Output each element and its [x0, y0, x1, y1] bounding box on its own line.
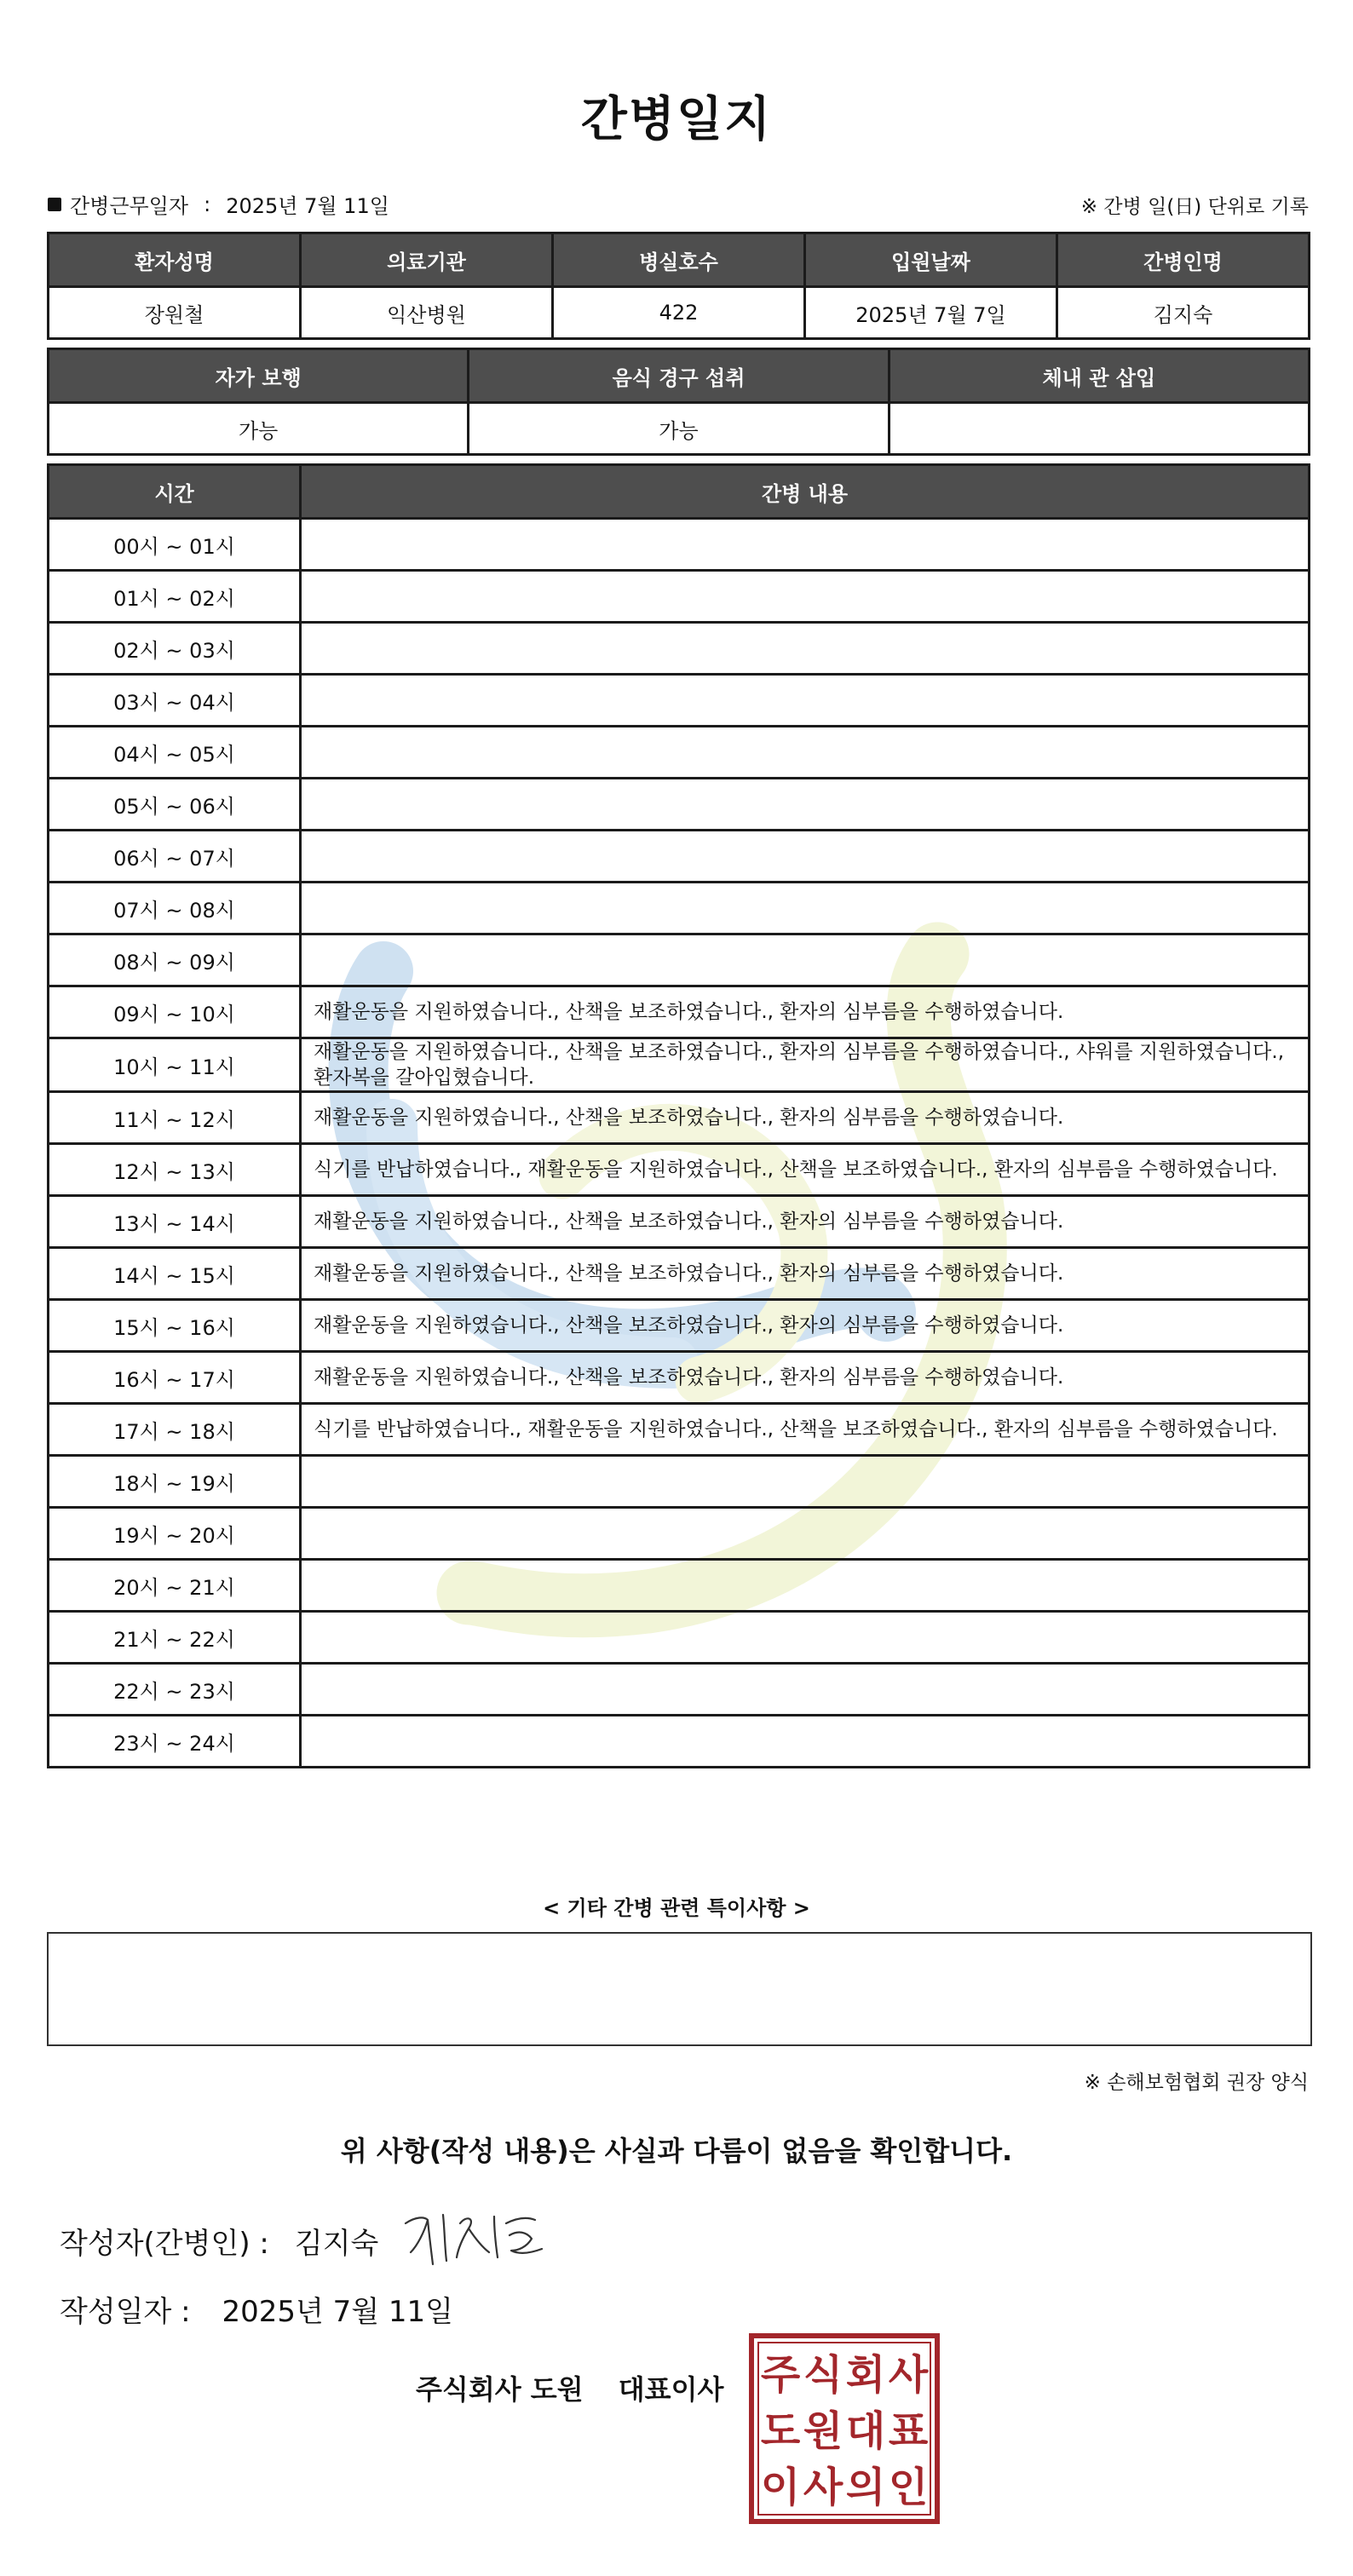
seal-glyph: 식 — [803, 2351, 843, 2399]
header-admission-date: 입원날짜 — [805, 233, 1057, 287]
patient-info-header-row — [49, 233, 1310, 287]
header-room-number: 병실호수 — [553, 233, 805, 287]
care-log-content-cell: 재활운동을 지원하였습니다., 산책을 보조하였습니다., 환자의 심부름을 수행하였습니다. — [301, 986, 1310, 1038]
care-log-row — [49, 571, 1310, 623]
header-time: 시간 — [49, 465, 301, 519]
care-log-content-cell — [301, 623, 1310, 675]
care-log-time-cell: 15시 ~ 16시 — [49, 1300, 301, 1352]
work-date-line — [48, 189, 389, 219]
care-log-row — [49, 1352, 1310, 1404]
care-log-content-cell: 재활운동을 지원하였습니다., 산책을 보조하였습니다., 환자의 심부름을 수행하였습니다. — [301, 1248, 1310, 1300]
care-log-time-cell: 01시 ~ 02시 — [49, 571, 301, 623]
confirmation-statement: 위 사항(작성 내용)은 사실과 다름이 없음을 확인합니다. — [340, 2135, 1013, 2167]
care-log-row — [49, 986, 1310, 1038]
care-log-time-cell: 22시 ~ 23시 — [49, 1664, 301, 1716]
patient-status-header-row — [49, 349, 1310, 403]
bullet-square-icon — [48, 198, 61, 211]
care-log-time-cell: 17시 ~ 18시 — [49, 1404, 301, 1456]
care-log-content-cell — [301, 1664, 1310, 1716]
care-log-row — [49, 1664, 1310, 1716]
care-log-content-cell — [301, 727, 1310, 779]
seal-glyph: 주 — [760, 2351, 801, 2399]
care-log-time-cell: 04시 ~ 05시 — [49, 727, 301, 779]
value-room-number: 422 — [553, 287, 805, 339]
seal-glyph: 의 — [845, 2464, 886, 2511]
care-log-time-cell: 21시 ~ 22시 — [49, 1612, 301, 1664]
care-log-header-row — [49, 465, 1310, 519]
header-self-walking: 자가 보행 — [49, 349, 469, 403]
value-admission-date: 2025년 7월 7일 — [805, 287, 1057, 339]
care-log-time-cell: 12시 ~ 13시 — [49, 1144, 301, 1196]
seal-glyph: 표 — [888, 2407, 929, 2455]
header-tube-insertion: 체내 관 삽입 — [889, 349, 1309, 403]
seal-glyph: 회 — [845, 2351, 886, 2399]
form-source-note: ※ 손해보험협회 권장 양식 — [1084, 2072, 1309, 2094]
seal-glyph: 이 — [760, 2464, 801, 2511]
seal-glyph: 대 — [845, 2407, 886, 2455]
seal-glyph: 사 — [803, 2464, 843, 2511]
care-log-row — [49, 831, 1310, 883]
seal-glyph: 사 — [888, 2351, 929, 2399]
care-log-content-cell: 재활운동을 지원하였습니다., 산책을 보조하였습니다., 환자의 심부름을 수행하였습니다., 샤워를 지원하였습니다., 환자복을 갈아입혔습니다. — [301, 1038, 1310, 1092]
value-patient-name: 장원철 — [49, 287, 301, 339]
care-log-time-cell: 09시 ~ 10시 — [49, 986, 301, 1038]
patient-status-value-row — [49, 403, 1310, 455]
value-tube-insertion — [889, 403, 1309, 455]
written-date-label: 작성일자 : — [60, 2295, 191, 2329]
remarks-title: < 기타 간병 관련 특이사항 > — [543, 1896, 810, 1920]
header-patient-name: 환자성명 — [49, 233, 301, 287]
handwritten-signature — [399, 2198, 552, 2274]
care-log-body — [49, 519, 1310, 1768]
patient-info-value-row — [49, 287, 1310, 339]
care-log-time-cell: 02시 ~ 03시 — [49, 623, 301, 675]
care-log-content-cell: 식기를 반납하였습니다., 재활운동을 지원하였습니다., 산책을 보조하였습니다., 환자의 심부름을 수행하였습니다. — [301, 1144, 1310, 1196]
company-seal — [748, 2332, 941, 2525]
seal-glyph: 인 — [888, 2464, 929, 2511]
care-log-content-cell: 식기를 반납하였습니다., 재활운동을 지원하였습니다., 산책을 보조하였습니다., 환자의 심부름을 수행하였습니다. — [301, 1404, 1310, 1456]
care-log-content-cell — [301, 1560, 1310, 1612]
value-self-walking: 가능 — [49, 403, 469, 455]
care-log-content-cell: 재활운동을 지원하였습니다., 산책을 보조하였습니다., 환자의 심부름을 수행하였습니다. — [301, 1196, 1310, 1248]
care-log-row — [49, 1092, 1310, 1144]
work-date-separator: : — [204, 192, 211, 216]
company-rep-title: 대표이사 — [618, 2373, 724, 2406]
care-log-time-cell: 06시 ~ 07시 — [49, 831, 301, 883]
care-log-content-cell — [301, 934, 1310, 986]
care-log-row — [49, 1716, 1310, 1768]
page-title: 간병일지 — [580, 92, 773, 147]
care-log-row — [49, 675, 1310, 727]
care-log-row — [49, 779, 1310, 831]
care-log-content-cell — [301, 571, 1310, 623]
care-log-time-cell: 00시 ~ 01시 — [49, 519, 301, 571]
care-log-row — [49, 934, 1310, 986]
patient-status-table — [47, 348, 1310, 456]
work-date-value: 2025년 7월 11일 — [226, 194, 389, 218]
company-line — [416, 2368, 723, 2407]
care-log-content-cell — [301, 519, 1310, 571]
care-log-content-cell — [301, 779, 1310, 831]
care-log-row — [49, 519, 1310, 571]
work-date-label: 간병근무일자 — [70, 194, 189, 218]
care-log-time-cell: 03시 ~ 04시 — [49, 675, 301, 727]
care-log-row — [49, 883, 1310, 934]
record-unit-note: ※ 간병 일(日) 단위로 기록 — [1080, 196, 1309, 218]
header-hospital: 의료기관 — [301, 233, 553, 287]
care-log-content-cell — [301, 883, 1310, 934]
care-log-row — [49, 1196, 1310, 1248]
care-log-time-cell: 14시 ~ 15시 — [49, 1248, 301, 1300]
care-log-row — [49, 1144, 1310, 1196]
value-oral-intake: 가능 — [469, 403, 889, 455]
care-log-content-cell — [301, 675, 1310, 727]
care-log-table — [47, 463, 1310, 1768]
writer-name: 김지숙 — [294, 2227, 379, 2261]
writer-label: 작성자(간병인) : — [60, 2227, 269, 2261]
care-log-time-cell: 23시 ~ 24시 — [49, 1716, 301, 1768]
remarks-box — [47, 1932, 1312, 2046]
care-log-row — [49, 1612, 1310, 1664]
care-log-content-cell — [301, 1716, 1310, 1768]
care-log-content-cell: 재활운동을 지원하였습니다., 산책을 보조하였습니다., 환자의 심부름을 수행하였습니다. — [301, 1352, 1310, 1404]
care-log-time-cell: 13시 ~ 14시 — [49, 1196, 301, 1248]
seal-glyph: 원 — [803, 2407, 843, 2455]
care-log-content-cell — [301, 1508, 1310, 1560]
care-log-content-cell — [301, 1612, 1310, 1664]
care-log-time-cell: 19시 ~ 20시 — [49, 1508, 301, 1560]
value-caregiver-name: 김지숙 — [1057, 287, 1310, 339]
header-oral-intake: 음식 경구 섭취 — [469, 349, 889, 403]
written-date-line — [60, 2288, 453, 2330]
header-care-content: 간병 내용 — [301, 465, 1310, 519]
value-hospital: 익산병원 — [301, 287, 553, 339]
care-log-row — [49, 1456, 1310, 1508]
care-log-row — [49, 623, 1310, 675]
care-log-content-cell: 재활운동을 지원하였습니다., 산책을 보조하였습니다., 환자의 심부름을 수행하였습니다. — [301, 1092, 1310, 1144]
care-log-time-cell: 18시 ~ 19시 — [49, 1456, 301, 1508]
care-log-row — [49, 1248, 1310, 1300]
care-log-row — [49, 1404, 1310, 1456]
company-name: 주식회사 도원 — [416, 2373, 584, 2406]
care-log-row — [49, 1300, 1310, 1352]
writer-line — [60, 2220, 378, 2262]
care-log-row — [49, 1038, 1310, 1092]
header-caregiver-name: 간병인명 — [1057, 233, 1310, 287]
care-log-time-cell: 05시 ~ 06시 — [49, 779, 301, 831]
patient-info-table — [47, 232, 1310, 340]
care-log-time-cell: 20시 ~ 21시 — [49, 1560, 301, 1612]
care-log-content-cell — [301, 831, 1310, 883]
care-log-time-cell: 07시 ~ 08시 — [49, 883, 301, 934]
care-log-time-cell: 08시 ~ 09시 — [49, 934, 301, 986]
care-log-content-cell — [301, 1456, 1310, 1508]
written-date-value: 2025년 7월 11일 — [222, 2295, 454, 2329]
seal-glyph: 도 — [760, 2407, 801, 2455]
care-log-row — [49, 1560, 1310, 1612]
care-log-content-cell: 재활운동을 지원하였습니다., 산책을 보조하였습니다., 환자의 심부름을 수행하였습니다. — [301, 1300, 1310, 1352]
care-log-time-cell: 11시 ~ 12시 — [49, 1092, 301, 1144]
care-log-row — [49, 727, 1310, 779]
care-log-row — [49, 1508, 1310, 1560]
care-log-time-cell: 16시 ~ 17시 — [49, 1352, 301, 1404]
care-log-time-cell: 10시 ~ 11시 — [49, 1038, 301, 1092]
